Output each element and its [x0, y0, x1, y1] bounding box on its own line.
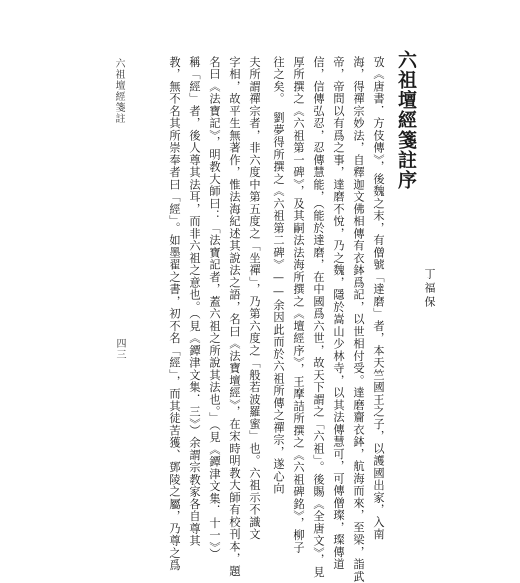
text-column: 信，信傳弘忍，忍傳慧能，（能於達磨，在中國爲六世，故天下謂之「六祖」。後賜《全唐文》，見	[312, 56, 325, 579]
text-column: 名曰《法寶記》，明教大師曰：「法寶記者，蓋六祖之所說其法也。」（見《鐔津文集．十一》）	[208, 56, 221, 561]
text-column: 夫所謂禪宗者，非六度中第五度之「坐禪」，乃第六度之「般若波羅蜜」也。六祖示不識文	[248, 56, 261, 541]
preface-title: 六祖壇經箋註序	[395, 50, 417, 190]
text-column: 海，得禪宗妙法，自釋迦文佛相傳有衣鉢爲記，以世相付受。達磨齎衣鉢，航海而來，至梁，詣武	[352, 56, 365, 583]
text-column: 往之矣。 劉夢得所撰之《六祖第二碑》——余因此而於六祖所傳之禪宗，遂心向	[272, 56, 285, 495]
text-column: 稱「經」者，後人尊其法耳，而非六祖之意也。（見《鐔津文集．三》）余謂宗教家各自尊其	[188, 56, 201, 548]
text-column: 厚所撰之《六祖第一碑》，及其嗣法法海所撰之《壇經序》，王摩詰所撰之《六祖碑銘》，柳子	[292, 56, 305, 554]
text-column: 帝，帝問以有爲之事，達磨不悅，乃之魏，隱於嵩山少林寺，以其法傳慧可，可傳僧璨，璨傳道	[332, 56, 345, 571]
page-number: 四三	[114, 338, 125, 360]
running-head: 六祖壇經箋註	[113, 58, 124, 124]
text-column: 教，無不名其所崇奉者曰「經」。如墨翟之書，初不名「經」，而其徒苦獲、鄧陵之屬，乃尊之爲	[168, 56, 181, 572]
author-name: 丁福保	[423, 268, 436, 310]
text-column: 攷《唐書．方伎傳》，後魏之末，有僧號「達磨」者，本天竺國王之子，以護國出家，入南	[372, 56, 385, 541]
text-column: 字相，故平生無著作，惟法海紀述其說法之語，名曰《法寶壇經》，在宋時明教大師有校刊本，題	[228, 56, 241, 578]
